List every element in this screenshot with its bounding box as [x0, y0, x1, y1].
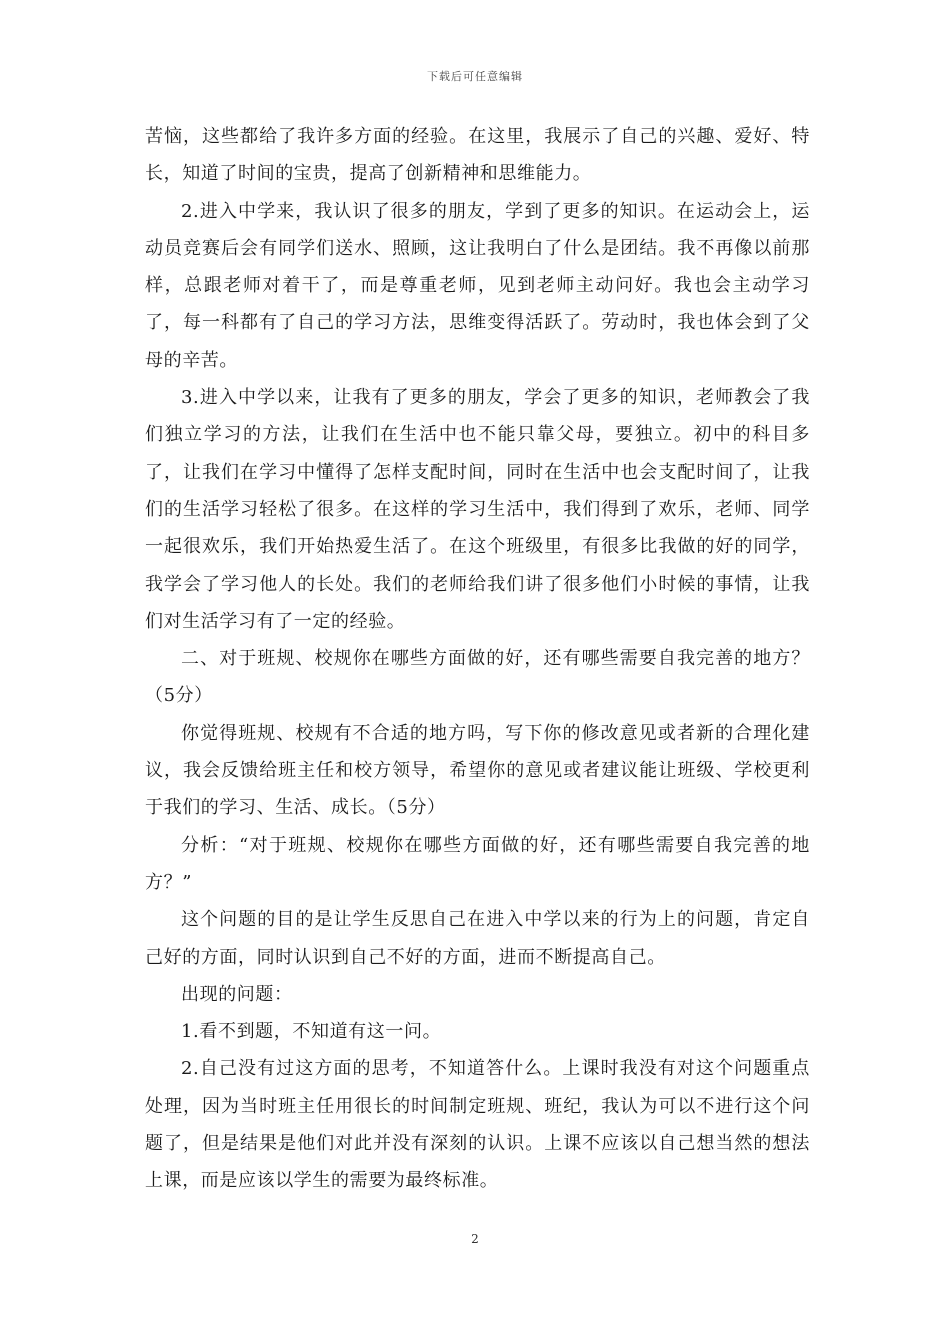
- paragraph: 你觉得班规、校规有不合适的地方吗，写下你的修改意见或者新的合理化建议，我会反馈给班主任和校方领导，希望你的意见或者建议能让班级、学校更利于我们的学习、生活、成长。（5分）: [145, 722, 810, 819]
- paragraph: 2.自己没有过这方面的思考，不知道答什么。上课时我没有对这个问题重点处理，因为当时班主任用很长的时间制定班规、班纪，我认为可以不进行这个问题了，但是结果是他们对此并没有深刻的认识。上课不应该以自己想当然的想法上课，而是应该以学生的需要为最终标准。: [145, 1058, 810, 1192]
- paragraph: 二、对于班规、校规你在哪些方面做的好，还有哪些需要自我完善的地方？（5分）: [145, 648, 810, 707]
- page-header: 下载后可任意编辑: [427, 70, 523, 83]
- paragraph: 1.看不到题，不知道有这一问。: [181, 1021, 442, 1043]
- paragraph: 苦恼，这些都给了我许多方面的经验。在这里，我展示了自己的兴趣、爱好、特长，知道了时间的宝贵，提高了创新精神和思维能力。: [145, 126, 810, 185]
- page-number: 2: [471, 1232, 479, 1246]
- paragraph: 3.进入中学以来，让我有了更多的朋友，学会了更多的知识，老师教会了我们独立学习的方法，让我们在生活中也不能只靠父母，要独立。初中的科目多了，让我们在学习中懂得了怎样支配时间，同时在生活中也会支配时间了，让我们的生活学习轻松了很多。在这样的学习生活中，我们得到了欢乐，老师、同学一起很欢乐，我们开始热爱生活了。在这个班级里，有很多比我做的好的同学，我学会了学习他人的长处。我们的老师给我们讲了很多他们小时候的事情，让我们对生活学习有了一定的经验。: [145, 387, 810, 632]
- paragraph: 2.进入中学来，我认识了很多的朋友，学到了更多的知识。在运动会上，运动员竞赛后会有同学们送水、照顾，这让我明白了什么是团结。我不再像以前那样，总跟老师对着干了，而是尊重老师，见到老师主动问好。我也会主动学习了，每一科都有了自己的学习方法，思维变得活跃了。劳动时，我也体会到了父母的辛苦。: [145, 200, 810, 371]
- document-body: [145, 118, 810, 1200]
- paragraph: 出现的问题：: [181, 983, 293, 1005]
- paragraph: 分析：“对于班规、校规你在哪些方面做的好，还有哪些需要自我完善的地方？”: [145, 834, 810, 893]
- paragraph: 这个问题的目的是让学生反思自己在进入中学以来的行为上的问题，肯定自己好的方面，同时认识到自己不好的方面，进而不断提高自己。: [145, 909, 810, 968]
